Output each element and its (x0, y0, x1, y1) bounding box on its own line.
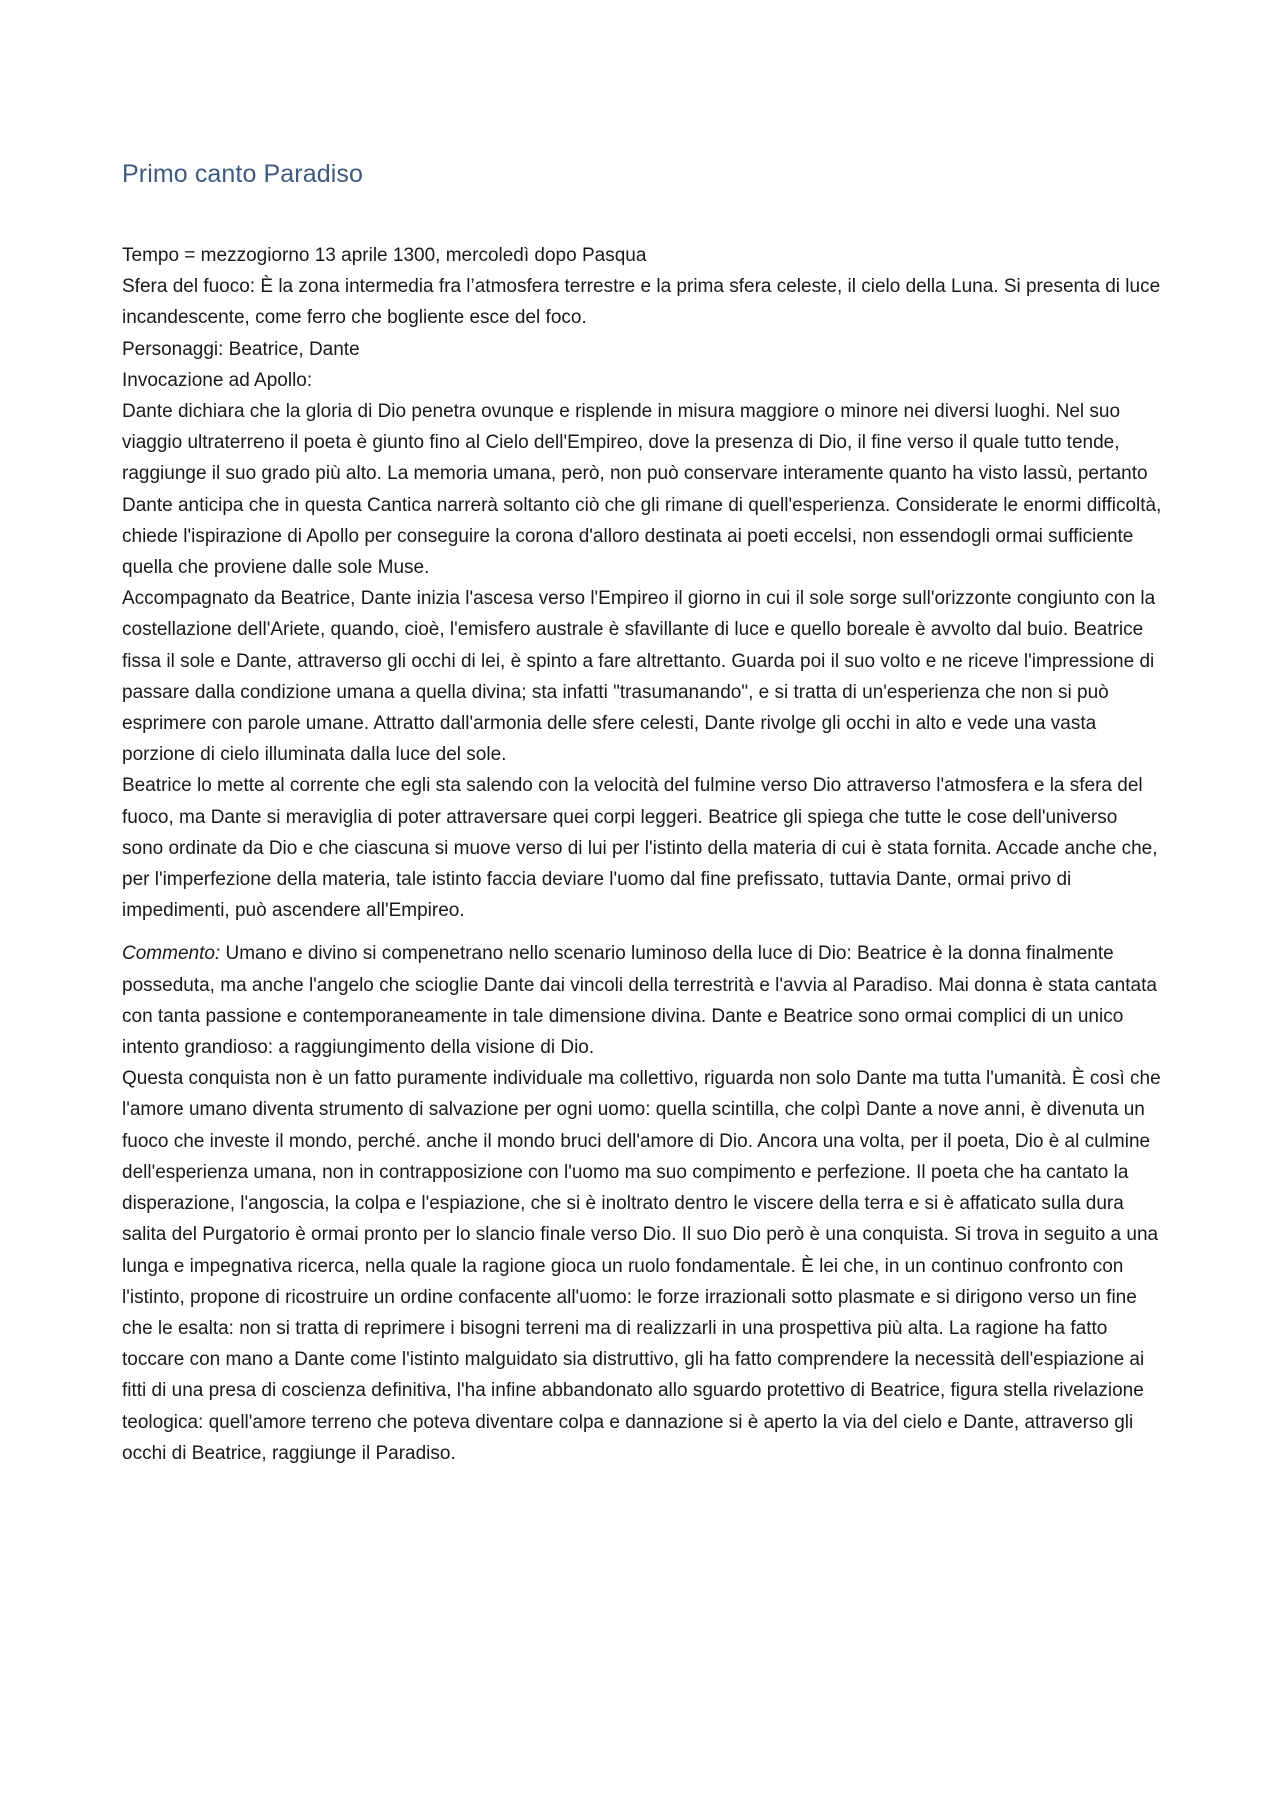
comment-continuation: Questa conquista non è un fatto puramente individuale ma collettivo, riguarda non solo Dante ma tutta l'umanità. È così che l'amore umano diventa strumento di salvazione per ogni uomo: quella scintilla, che colpì Dante a nove anni, è divenuta un fuoco che investe il mondo, perché. anche il mondo bruci dell'amore di Dio. Ancora una volta, per il poeta, Dio è al culmine dell'esperienza umana, non in contrapposizione con l'uomo ma suo compimento e perfezione. Il poeta che ha cantato la disperazione, l'angoscia, la colpa e l'espiazione, che si è inoltrato dentro le viscere della terra e si è affaticato sulla dura salita del Purgatorio è ormai pronto per lo slancio finale verso Dio. Il suo Dio però è una conquista. Si trova in seguito a una lunga e impegnativa ricerca, nella quale la ragione gioca un ruolo fondamentale. È lei che, in un continuo confronto con l'istinto, propone di ricostruire un ordine confacente all'uomo: le forze irrazionali sotto plasmate e si dirigono verso un fine che le esalta: non si tratta di reprimere i bisogni terreni ma di realizzarli in una prospettiva più alta. La ragione ha fatto toccare con mano a Dante come l'istinto malguidato sia distruttivo, gli ha fatto comprendere la necessità dell'espiazione ai fitti di una presa di coscienza definitiva, l'ha infine abbandonato allo sguardo protettivo di Beatrice, figura stella rivelazione teologica: quell'amore terreno che poteva diventare colpa e dannazione si è aperto la via del cielo e Dante, attraverso gli occhi di Beatrice, raggiunge il Paradiso. (122, 1068, 1161, 1464)
comment-label: Commento: (122, 943, 221, 965)
comment-paragraph (122, 938, 1162, 1063)
paragraph-personaggi: Personaggi: Beatrice, Dante (122, 338, 360, 360)
comment-text: Umano e divino si compenetrano nello scenario luminoso della luce di Dio: Beatrice è la donna finalmente posseduta, ma anche l'angelo che scioglie Dante dai vincoli della terrestrità e l'avvia al Paradiso. Mai donna è stata cantata con tanta passione e contemporaneamente in tale dimensione divina. Dante e Beatrice sono ormai complici di un unico intento grandioso: a raggiungimento della visione di Dio. (122, 943, 1157, 1059)
document-title: Primo canto Paradiso (122, 160, 364, 188)
document-body (122, 240, 1162, 1469)
paragraph-invocazione-heading: Invocazione ad Apollo: (122, 369, 313, 391)
paragraph-tempo: Tempo = mezzogiorno 13 aprile 1300, mercoledì dopo Pasqua (122, 245, 647, 266)
paragraph-beatrice: Beatrice lo mette al corrente che egli sta salendo con la velocità del fulmine verso Dio attraverso l'atmosfera e la sfera del fuoco, ma Dante si meraviglia di poter attraversare quei corpi leggeri. Beatrice gli spiega che tutte le cose dell'universo sono ordinate da Dio e che ciascuna si muove verso di lui per l'istinto della materia di cui è stata fornita. Accade anche che, per l'imperfezione della materia, tale istinto faccia deviare l'uomo dal fine prefissato, tuttavia Dante, ormai privo di impedimenti, può ascendere all'Empireo. (122, 775, 1158, 922)
paragraph-invocazione: Dante dichiara che la gloria di Dio penetra ovunque e risplende in misura maggiore o minore nei diversi luoghi. Nel suo viaggio ultraterreno il poeta è giunto fino al Cielo dell'Empireo, dove la presenza di Dio, il fine verso il quale tutto tende, raggiunge il suo grado più alto. La memoria umana, però, non può conservare interamente quanto ha visto lassù, pertanto Dante anticipa che in questa Cantica narrerà soltanto ciò che gli rimane di quell'esperienza. Considerate le enormi difficoltà, chiede l'ispirazione di Apollo per conseguire la corona d'alloro destinata ai poeti eccelsi, non essendogli ormai sufficiente quella che proviene dalle sole Muse. (122, 401, 1162, 579)
paragraph-sfera-del-fuoco: Sfera del fuoco: È la zona intermedia fra l’atmosfera terrestre e la prima sfera celeste, il cielo della Luna. Si presenta di luce incandescente, come ferro che bogliente esce del foco. (122, 276, 1161, 329)
paragraph-ascesa: Accompagnato da Beatrice, Dante inizia l'ascesa verso l'Empireo il giorno in cui il sole sorge sull'orizzonte congiunto con la costellazione dell'Ariete, quando, cioè, l'emisfero australe è sfavillante di luce e quello boreale è avvolto dal buio. Beatrice fissa il sole e Dante, attraverso gli occhi di lei, è spinto a fare altrettanto. Guarda poi il suo volto e ne riceve l'impressione di passare dalla condizione umana a quella divina; sta infatti "trasumanando", e si tratta di un'esperienza che non si può esprimere con parole umane. Attratto dall'armonia delle sfere celesti, Dante rivolge gli occhi in alto e vede una vasta porzione di cielo illuminata dalla luce del sole. (122, 588, 1156, 766)
